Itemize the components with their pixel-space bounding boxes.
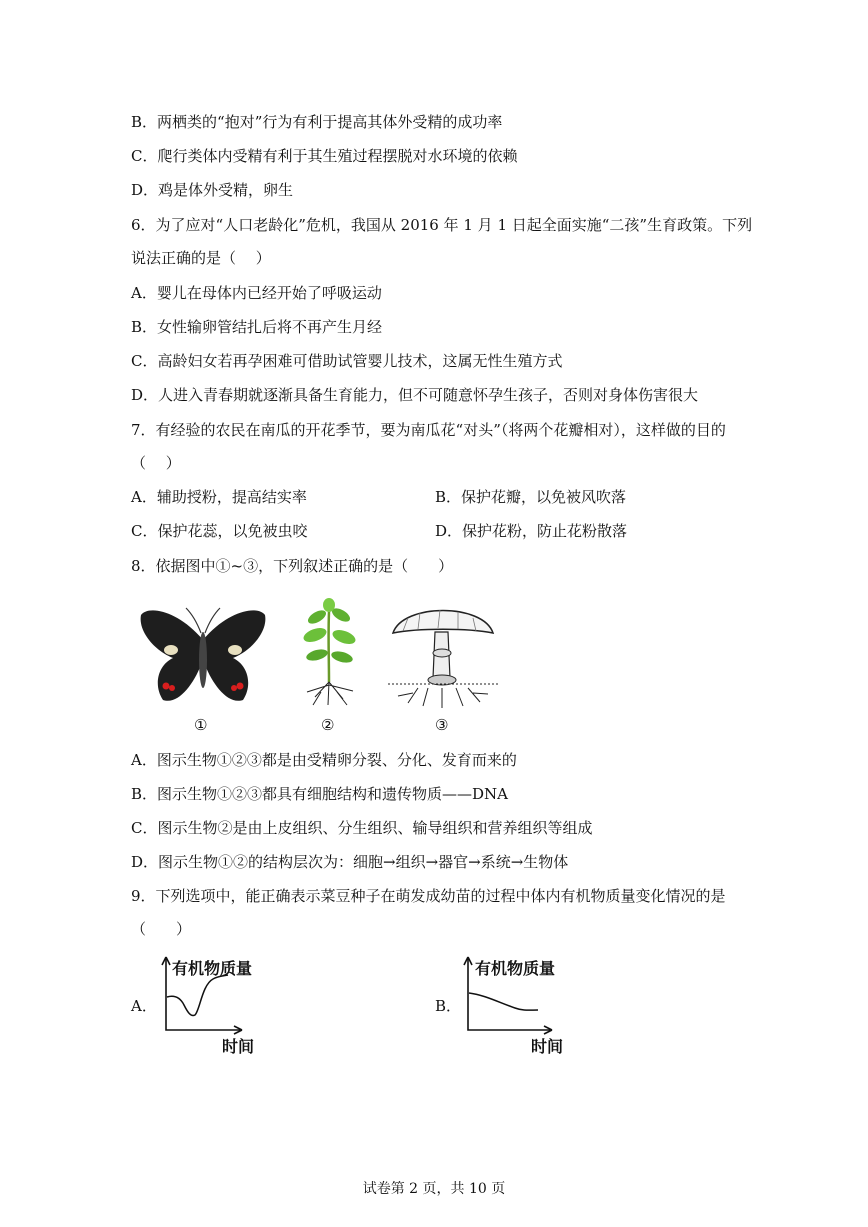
graph-a-option: A．	[131, 997, 157, 1015]
graph-b-plot	[460, 955, 560, 1035]
q8-option-c: C．图示生物②是由上皮组织、分生组织、输导组织和营养组织等组成	[131, 819, 593, 837]
figure-label-1: ①	[194, 716, 208, 734]
q8-stem: 8．依据图中①~③，下列叙述正确的是（ ）	[131, 557, 454, 575]
q7-option-c: C．保护花蕊，以免被虫咬	[131, 522, 308, 540]
q9-stem-line2: （ ）	[131, 920, 192, 938]
graph-b-option: B．	[435, 997, 462, 1015]
page-footer: 试卷第 2 页，共 10 页	[362, 1181, 506, 1197]
q6-stem-line1: 6．为了应对“人口老龄化”危机，我国从 2016 年 1 月 1 日起全面实施“二孩”生育政策。下列	[131, 216, 753, 234]
graph-b-ylabel: 有机物质量	[475, 959, 556, 978]
q8-option-d: D．图示生物①②的结构层次为：细胞→组织→器官→系统→生物体	[131, 853, 569, 871]
q5-option-b: B．两栖类的“抱对”行为有利于提高其体外受精的成功率	[131, 113, 503, 131]
graph-b-xlabel: 时间	[531, 1037, 564, 1056]
mushroom-figure	[388, 598, 498, 710]
q7-option-b: B．保护花瓣，以免被风吹落	[435, 488, 627, 506]
q7-stem-line1: 7．有经验的农民在南瓜的开花季节，要为南瓜花“对头”（将两个花瓣相对），这样做的目的	[131, 421, 726, 439]
seedling-figure	[295, 597, 365, 712]
q6-option-b: B．女性输卵管结扎后将不再产生月经	[131, 318, 383, 336]
q6-stem-line2: 说法正确的是（ ）	[131, 249, 271, 267]
q8-option-a: A．图示生物①②③都是由受精卵分裂、分化、发育而来的	[131, 751, 517, 769]
q8-option-b: B．图示生物①②③都具有细胞结构和遗传物质——DNA	[131, 785, 509, 803]
q5-option-d: D．鸡是体外受精，卵生	[131, 181, 294, 199]
q9-stem-line1: 9．下列选项中，能正确表示菜豆种子在萌发成幼苗的过程中体内有机物质量变化情况的是	[131, 887, 726, 905]
q7-option-d: D．保护花粉，防止花粉散落	[435, 522, 628, 540]
q6-option-d: D．人进入青春期就逐渐具备生育能力，但不可随意怀孕生孩子，否则对身体伤害很大	[131, 386, 699, 404]
butterfly-figure	[138, 600, 268, 710]
figure-label-2: ②	[321, 716, 335, 734]
q5-option-c: C．爬行类体内受精有利于其生殖过程摆脱对水环境的依赖	[131, 147, 518, 165]
figure-label-3: ③	[435, 716, 449, 734]
q6-option-c: C．高龄妇女若再孕困难可借助试管婴儿技术，这属无性生殖方式	[131, 352, 563, 370]
q7-stem-line2: （ ）	[131, 454, 181, 472]
q6-option-a: A．婴儿在母体内已经开始了呼吸运动	[131, 284, 382, 302]
graph-a-plot	[158, 955, 248, 1035]
q7-option-a: A．辅助授粉，提高结实率	[131, 488, 307, 506]
graph-a-xlabel: 时间	[222, 1037, 255, 1056]
graph-a-ylabel: 有机物质量	[172, 959, 253, 978]
